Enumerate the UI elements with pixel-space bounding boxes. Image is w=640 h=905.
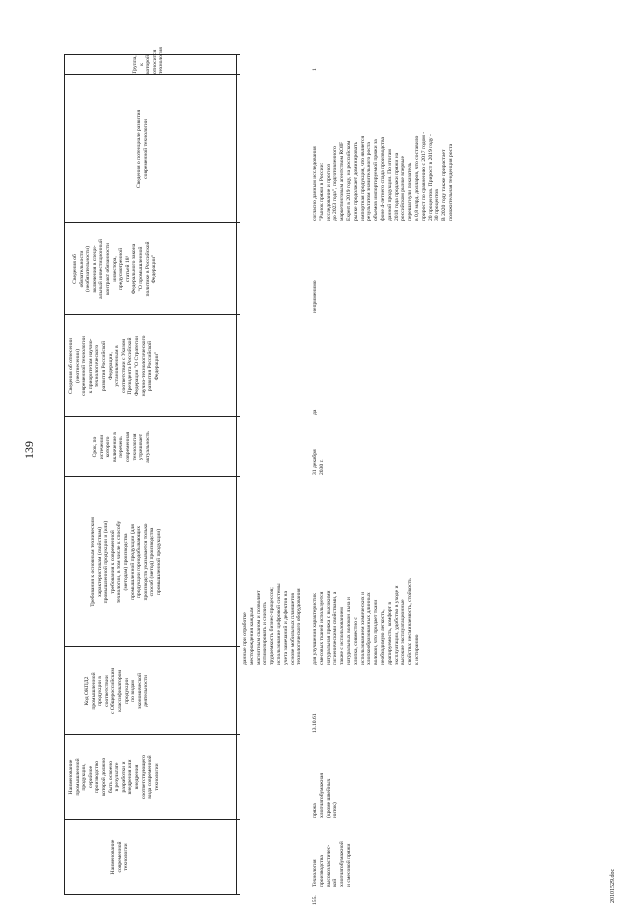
header-group: Группа, к которой относится технология [132,47,165,74]
header-technology-name: Наименование современной технологии [110,839,130,875]
row-number: 155. [312,895,318,905]
col-divider-4 [64,476,240,477]
header-okpd2-code: Код ОКПД2 промышленной продукции в соответствии с Общероссийским классификатором продукции по видам экономической деятельности [84,668,150,714]
header-deadline: Срок, по истечении которого включение в перечень современная технология утрачивает актуальность [92,431,151,463]
okpd2-code: 13.10.61 [312,713,318,733]
header-bottom-border [236,55,237,895]
col-divider-5 [64,416,240,417]
header-product-name: Наименование промышленной продукции, серийное производство которой должно быть освоено в результате разработки и внедрения или внедрения соответствующего вида современной технологии [68,754,160,800]
investment-value: неприменимо [312,280,318,313]
col-divider-6 [64,314,240,315]
requirements-text: для улучшения характеристик смесовых тканей используется натуральная пряжа с высокими гигиеническими свойствами, а также с использованием натуральных волокон льна и хлопка, совместно с использованием химических и хлопкообразованных длинных волокон, что придает ткани необходимую легкость, драпируемость, комфорт в эксплуатации, удобство в уходе и высокие эксплуатационные свойства: несминаемость, стойкость к истиранию [312,578,420,665]
technology-name: Технология производства высокоэластичес- кой хлопчатобумажной и смесовой пряжи [312,841,352,887]
col-divider-8 [64,74,240,75]
col-divider-2 [64,734,240,735]
footer-filename: 20101529.doc [610,868,616,903]
header-top-border [64,55,65,895]
col-divider-0 [64,894,240,895]
col-divider-3 [64,646,240,647]
group-value: 1 [312,68,318,71]
header-requirements: Требования к основным техническим характеристикам (свойствам) промышленной продукции и (или) требования к современной технологии, в том числе к способу (методам) производства промышленной продукции (для продукции горнодобывающих производств указывается только способ (метод) производства промышленной продукции) [90,517,162,607]
col-divider-1 [64,819,240,820]
continuation-text: данные при отработке месторождения каждым магнитным сканом и позволяет оптимизировать и снизить трудоемкость бизнес-процессов; использование цифровой системы учета замечаний и дефектов на основе мобильных планшетов технологического оборудования [242,583,303,665]
product-name: пряжа хлопчатобумажная (кроме швейных ниток) [312,773,339,818]
deadline-value: 31 декабря 2030 г. [312,449,325,475]
page-number: 139 [22,441,36,459]
priority-value: да [312,409,318,415]
header-priority: Сведения об отнесении (неотнесении) современной технологии к приоритетам научно- технологического развития Российской Федерации, установленным в соответствии с Указом Президента Российской Федерации "О Стратегии научно-технологического развития Российской Федерации" [68,335,160,397]
potential-text: согласно данным исследования "Рынок пряжи в России: исследование и прогноз до 2023 года", подготовленного маркетинговым агентством ROIF Expert в 2019 году, на российском рынке продолжает доминировать импортная продукция, что является результатом значительного роста объемов импортируемой пряжи за фоне 4-летнего спада производства данной продукции. По итогам 2018 года продажи пряжи на российском рынке впервые перешагнули показатель в 0,8 млрд. долларов, что составило прирост по сравнению с 2017 годом - 20 процентов. Прирост в 2019 году - 30 процентов В 2020 году также прирастает положительная тенденция роста [312,131,454,221]
header-potential: Сведения о потенциале развития современной технологии [136,109,149,189]
header-investment-contract: Сведения об обязательности (необязательности) включения в специ- альный инвестиционный контракт обязанности инвестора, предусмотренной статьей 18¹ Федерального закона "О промышленной политике в Российской Федерации" [72,239,158,299]
col-divider-7 [64,222,240,223]
